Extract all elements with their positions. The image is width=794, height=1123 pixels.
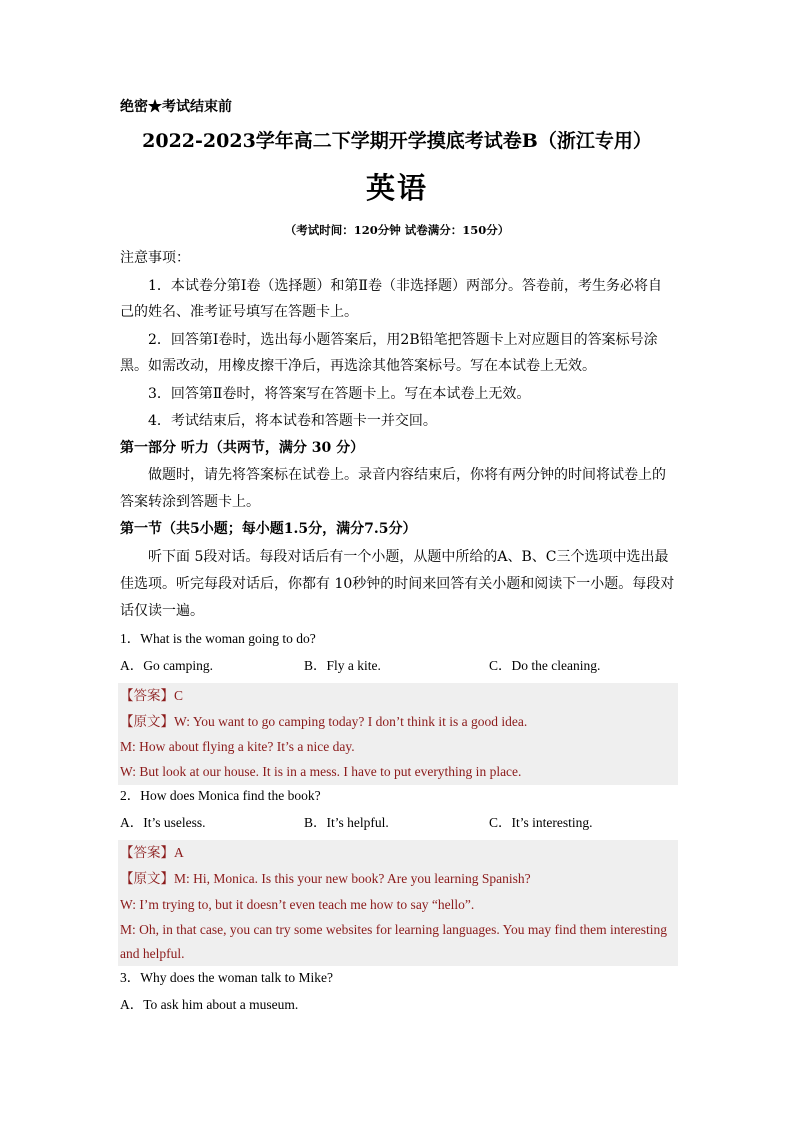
- notice-item-2-line-1: 2．回答第Ⅰ卷时，选出每小题答案后，用2B铅笔把答题卡上对应题目的答案标号涂: [148, 332, 658, 348]
- question-2-transcript-line-2: W: I’m trying to, but it doesn’t even teach me how to say “hello”.: [118, 892, 678, 918]
- notice-item-4: 4．考试结束后，将本试卷和答题卡一并交回。: [148, 413, 437, 429]
- notice-item-1-line-2: 己的姓名、准考证号填写在答题卡上。: [120, 304, 358, 320]
- question-1-answer: 【答案】C: [118, 683, 678, 709]
- question-2-stem: 2．How does Monica find the book?: [120, 788, 321, 803]
- question-1-transcript-line-3: W: But look at our house. It is in a mess. I have to put everything in place.: [118, 759, 678, 785]
- question-1-option-c: C．Do the cleaning.: [489, 658, 601, 673]
- section1-heading: 第一节（共5小题；每小题1.5分，满分7.5分）: [120, 521, 417, 537]
- question-2-option-a: A．It’s useless.: [120, 815, 206, 830]
- question-1-transcript-line-1: 【原文】W: You want to go camping today? I don’t think it is a good idea.: [118, 709, 678, 735]
- question-2-option-b: B．It’s helpful.: [304, 815, 389, 830]
- notice-item-3: 3．回答第Ⅱ卷时，将答案写在答题卡上。写在本试卷上无效。: [148, 386, 531, 402]
- question-2-transcript-line-3: M: Oh, in that case, you can try some websites for learning languages. You may find them interesting and helpful.: [118, 918, 678, 966]
- notice-heading: 注意事项：: [120, 250, 190, 266]
- section1-desc-line-2: 佳选项。听完每段对话后，你都有 10秒钟的时间来回答有关小题和阅读下一小题。每段对: [120, 576, 675, 592]
- question-2-answer: 【答案】A: [118, 840, 678, 866]
- part1-desc-line-1: 做题时，请先将答案标在试卷上。录音内容结束后，你将有两分钟的时间将试卷上的: [148, 467, 666, 483]
- question-1-stem: 1．What is the woman going to do?: [120, 631, 316, 646]
- question-2-option-c: C．It’s interesting.: [489, 815, 593, 830]
- question-1-option-a: A．Go camping.: [120, 658, 213, 673]
- question-2-transcript-line-1: 【原文】M: Hi, Monica. Is this your new book? Are you learning Spanish?: [118, 866, 678, 892]
- subject-title: 英语: [365, 171, 428, 205]
- question-1-transcript-line-2: M: How about flying a kite? It’s a nice day.: [118, 735, 678, 759]
- notice-item-1-line-1: 1．本试卷分第Ⅰ卷（选择题）和第Ⅱ卷（非选择题）两部分。答卷前，考生务必将自: [148, 278, 662, 294]
- question-3-stem: 3．Why does the woman talk to Mike?: [120, 970, 333, 985]
- question-3-option-a: A．To ask him about a museum.: [120, 997, 299, 1012]
- question-1-option-b: B．Fly a kite.: [304, 658, 381, 673]
- exam-title: 2022-2023学年高二下学期开学摸底考试卷B（浙江专用）: [142, 130, 652, 152]
- secret-label: 绝密★考试结束前: [120, 99, 232, 115]
- section1-desc-line-1: 听下面 5段对话。每段对话后有一个小题，从题中所给的A、B、C三个选项中选出最: [148, 549, 669, 565]
- part1-desc-line-2: 答案转涂到答题卡上。: [120, 494, 260, 510]
- section1-desc-line-3: 话仅读一遍。: [120, 603, 204, 619]
- notice-item-2-line-2: 黑。如需改动，用橡皮擦干净后，再选涂其他答案标号。写在本试卷上无效。: [120, 358, 596, 374]
- part1-heading: 第一部分 听力（共两节，满分 30 分）: [120, 440, 365, 456]
- exam-info: （考试时间：120分钟 试卷满分：150分）: [284, 223, 510, 237]
